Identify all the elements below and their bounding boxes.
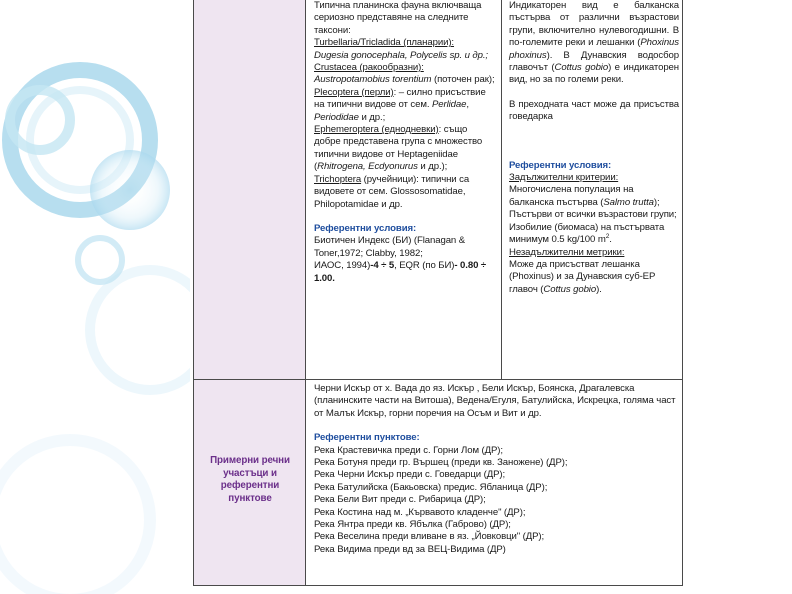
ephemeroptera-genus: Rhitrogena, Ecdyonurus	[317, 161, 418, 173]
ephemeroptera-text: : също добре представена група с множество типични видове от Heptageniidae (	[314, 124, 483, 173]
optional-text1: Може да присъстват лешанка (Phoxinus) и за Дунавския суб-ЕР главоч (	[509, 258, 656, 295]
fauna-ref-eqr: - 0.80 ÷ 1.00.	[314, 260, 487, 284]
optional-species: Cottus gobio	[543, 283, 597, 295]
fauna-ref-range: -4 ÷ 5	[370, 260, 395, 272]
reference-conditions-table	[193, 0, 683, 586]
plecoptera-text: : – силно присъствие на типични видове от сем.	[314, 86, 486, 111]
mandatory-label: Задължителни критерии:	[509, 172, 619, 184]
fauna-ref-heading: Референтни условия:	[314, 222, 417, 234]
crustacea-species: Austropotamobius torentium	[314, 74, 432, 86]
sites-ref-heading: Референтни пунктове:	[314, 432, 420, 444]
row-divider	[194, 379, 682, 380]
optional-label: Незадължителни метрики:	[509, 246, 625, 258]
mandatory-species: Salmo trutta	[603, 196, 654, 208]
crustacea-note: (поточен рак);	[433, 74, 495, 86]
plecoptera-family2: Periodidae	[314, 111, 359, 123]
column-divider	[501, 0, 502, 379]
crustacea-label: Crustacea (ракообразни):	[314, 62, 424, 74]
ephemeroptera-label: Ephemeroptera (еднодневки)	[314, 124, 439, 136]
reference-point: Река Видима преди вд за ВЕЦ-Видима (ДР)	[314, 543, 506, 555]
trichoptera-text: (ручейници): типични са видовете от сем. Glossosomatidae, Philopotamidae и др.	[314, 173, 470, 210]
fish-ref-heading: Референтни условия:	[509, 159, 612, 171]
fish-indicator-a: Индикаторен вид е балканска пъстърва от различни възрастови групи, включително нулевогодишни. В по-големите реки и лешанки (	[509, 0, 679, 49]
fauna-intro: Типична планинска фауна включваща сериозно представяне на следните таксони:	[314, 0, 482, 36]
fish-cell	[509, 0, 679, 296]
mandatory-end: .	[609, 234, 612, 246]
trichoptera-label: Trichoptera	[314, 173, 362, 185]
turbellaria-label: Turbellaria/Tricladida (планарии):	[314, 37, 455, 49]
reference-point: Река Бели Вит преди с. Рибарица (ДР);	[314, 494, 486, 506]
plecoptera-label: Plecoptera (перли)	[314, 86, 394, 98]
ephemeroptera-end: и др.);	[420, 161, 448, 173]
fish-indicator-b: ). В Дунавския водосбор главочът (	[509, 49, 679, 74]
fish-species2: Cottus gobio	[554, 62, 609, 74]
reference-point: Река Крастевичка преди с. Горни Лом (ДР);	[314, 444, 503, 456]
fauna-ref-text2: ИАОС, 1994)	[314, 260, 371, 272]
reference-point: Река Батулийска (Бакьовска) предис. Ябланица (ДР);	[314, 481, 548, 493]
mandatory-text1: Многочислена популация на балканска пъстърва (	[509, 184, 634, 208]
fish-transition: В преходната част може да присъства говедарка	[509, 98, 679, 123]
reference-point: Река Веселина преди вливане в яз. „Йовковци" (ДР);	[314, 531, 545, 543]
mandatory-unit-exponent: 2	[605, 232, 610, 240]
sites-row-label: Примерни речни участъци и референтни пунктове	[210, 455, 290, 504]
reference-point: Река Черни Искър преди с. Говедарци (ДР);	[314, 469, 506, 481]
plecoptera-family1: Perlidae	[431, 99, 467, 111]
fish-indicator-c: ) е индикаторен вид, но за по големи реки.	[509, 62, 679, 86]
fauna-cell: Типична планинска фауна включваща сериозно представяне на следните таксони: Turbellaria/Tricladida (планарии): Dugesia gonocephala, Polycelis sp. и др.; Crustacea (ракообразни): Austropotamobius torentium (поточен рак); Plecoptera (перли): – силно присъствие на типични видове от сем. Perlidae, Periodidae и др.; Ephemeroptera (еднодневки): също добре представена група с множество типични видове от Heptageniidae (Rhitrogena, Ecdyonurus и др.); Trichoptera (ручейници): типични са видовете от сем. Glossosomatidae, Philopotamidae и др. Референтни условия: Биотичен Индекс (БИ) (Flanagan & Toner,1972; Clabby, 1982; ИАОС, 1994)-4 ÷ 5, EQR (по БИ)- 0.80 ÷ 1.00.	[314, 0, 495, 284]
optional-end: ).	[596, 283, 602, 295]
reference-point: Река Костина над м. „Кървавото кладенче" (ДР);	[314, 506, 526, 518]
mandatory-text2: ); Пъстърви от всички възрастови групи; Изобилие (биомаса) на пъстървата минимум 0.5 kg/100 m	[509, 196, 677, 246]
fauna-ref-text4: , EQR (по БИ)	[394, 260, 455, 272]
plecoptera-end: и др.;	[361, 111, 386, 123]
reference-point: Река Ботуня преди гр. Вършец (преди кв. Заножене) (ДР);	[314, 457, 568, 469]
reference-point: Река Янтра преди кв. Ябълка (Габрово) (ДР);	[314, 519, 511, 531]
sites-cell	[314, 383, 676, 556]
sites-description: Черни Искър от х. Вада до яз. Искър , Бели Искър, Боянска, Драгалевска (планинските части на Витоша), Ведена/Егуля, Батулийска, Искрецка, голяма част от Малък Искър, горни поречия на Осъм и Вит и др.	[314, 383, 676, 419]
fish-species1: Phoxinus phoxinus	[509, 37, 679, 61]
fauna-ref-text1: Биотичен Индекс (БИ) (Flanagan & Toner,1972; Clabby, 1982;	[314, 235, 466, 259]
decorative-background	[0, 0, 190, 594]
decorative-rings-graphic	[0, 0, 190, 594]
turbellaria-species: Dugesia gonocephala, Polycelis sp. и др.;	[314, 49, 488, 61]
